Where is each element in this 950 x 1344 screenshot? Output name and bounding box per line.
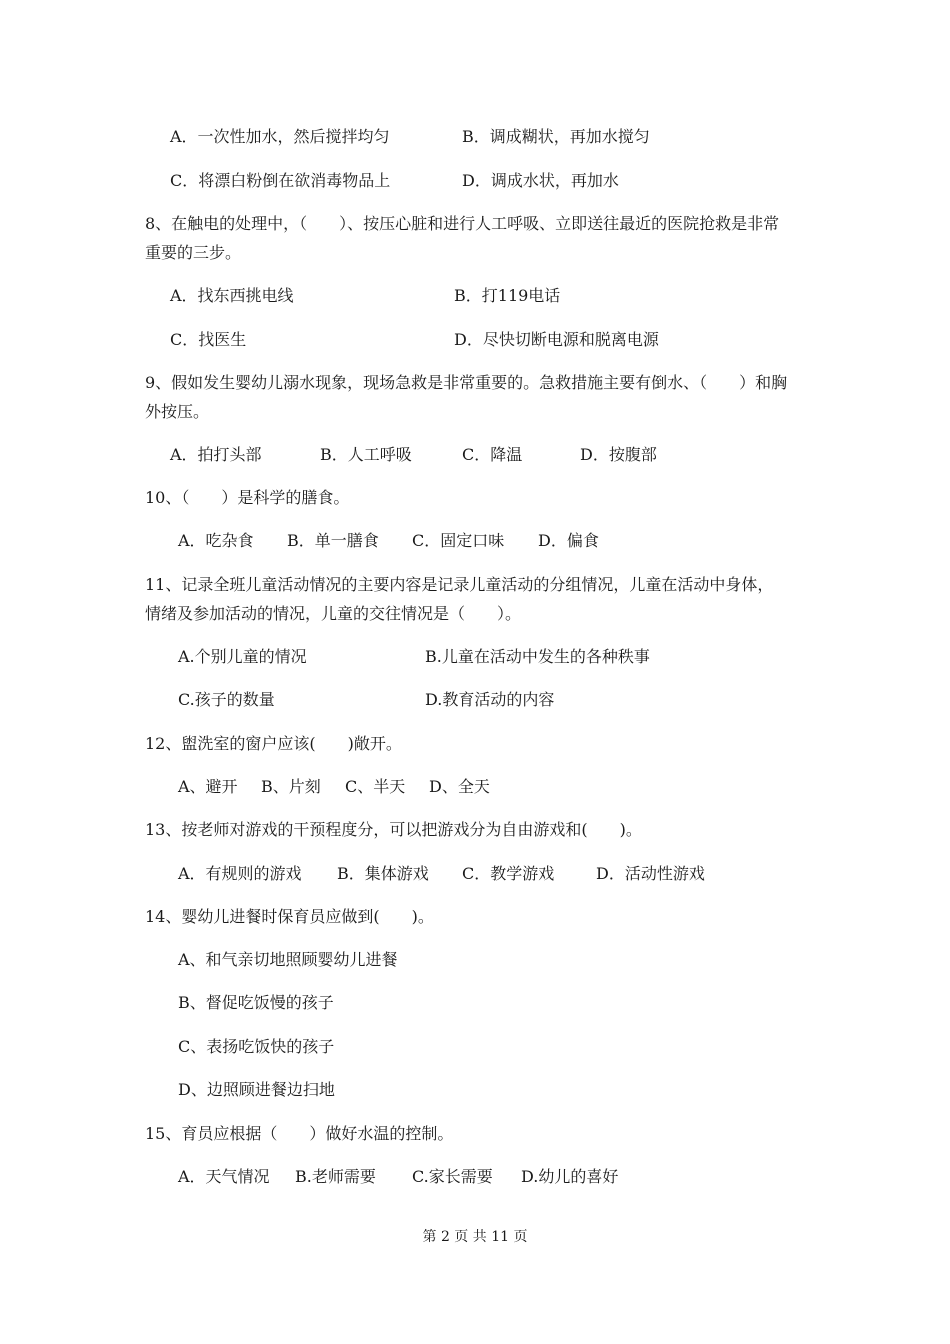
q12-text: 12、盥洗室的窗户应该( )敞开。	[145, 734, 402, 753]
q15-option-d: D.幼儿的喜好	[521, 1167, 619, 1186]
q7-option-b: B．调成糊状，再加水搅匀	[462, 127, 650, 146]
q10-option-b: B．单一膳食	[287, 531, 379, 550]
q8-option-b: B．打119电话	[454, 286, 561, 305]
q15-option-c: C.家长需要	[412, 1167, 493, 1186]
q10-option-a: A．吃杂食	[178, 531, 254, 550]
q11-text-line2: 情绪及参加活动的情况，儿童的交往情况是（ ）。	[145, 604, 522, 623]
q15-option-b: B.老师需要	[295, 1167, 376, 1186]
q11-option-b: B.儿童在活动中发生的各种秩事	[425, 647, 650, 666]
q13-text: 13、按老师对游戏的干预程度分，可以把游戏分为自由游戏和( )。	[145, 820, 642, 839]
q9-option-b: B．人工呼吸	[320, 445, 412, 464]
q7-option-a: A．一次性加水，然后搅拌均匀	[170, 127, 390, 146]
q12-option-a: A、避开	[178, 777, 238, 796]
q11-option-d: D.教育活动的内容	[425, 690, 555, 709]
q8-option-c: C．找医生	[170, 330, 247, 349]
q9-option-a: A．拍打头部	[170, 445, 262, 464]
q10-option-c: C．固定口味	[412, 531, 505, 550]
q11-option-a: A.个别儿童的情况	[178, 647, 307, 666]
q12-option-b: B、片刻	[261, 777, 321, 796]
q12-option-c: C、半天	[345, 777, 406, 796]
q11-text-line1: 11、记录全班儿童活动情况的主要内容是记录儿童活动的分组情况，儿童在活动中身体，	[145, 575, 774, 594]
q8-text-line2: 重要的三步。	[145, 243, 242, 262]
q13-option-c: C．教学游戏	[462, 864, 555, 883]
q15-option-a: A．天气情况	[178, 1167, 270, 1186]
q14-option-b: B、督促吃饭慢的孩子	[178, 993, 334, 1012]
q10-option-d: D．偏食	[538, 531, 599, 550]
q7-option-c: C．将漂白粉倒在欲消毒物品上	[170, 171, 391, 190]
q8-text-line1: 8、在触电的处理中，（ ）、按压心脏和进行人工呼吸、立即送往最近的医院抢救是非常	[145, 214, 780, 233]
q14-option-a: A、和气亲切地照顾婴幼儿进餐	[178, 950, 398, 969]
q9-text-line2: 外按压。	[145, 402, 210, 421]
q13-option-d: D．活动性游戏	[596, 864, 705, 883]
q9-text-line1: 9、假如发生婴幼儿溺水现象，现场急救是非常重要的。急救措施主要有倒水、（ ）和胸	[145, 373, 788, 392]
q14-option-d: D、边照顾进餐边扫地	[178, 1080, 335, 1099]
q8-option-a: A．找东西挑电线	[170, 286, 294, 305]
q13-option-b: B．集体游戏	[337, 864, 429, 883]
q14-text: 14、婴幼儿进餐时保育员应做到( )。	[145, 907, 434, 926]
q9-option-c: C．降温	[462, 445, 523, 464]
q13-option-a: A．有规则的游戏	[178, 864, 302, 883]
q10-text: 10、（ ）是科学的膳食。	[145, 488, 350, 507]
q15-text: 15、育员应根据（ ）做好水温的控制。	[145, 1124, 454, 1143]
q14-option-c: C、表扬吃饭快的孩子	[178, 1037, 335, 1056]
q8-option-d: D．尽快切断电源和脱离电源	[454, 330, 659, 349]
q9-option-d: D．按腹部	[580, 445, 657, 464]
q7-option-d: D．调成水状，再加水	[462, 171, 619, 190]
q12-option-d: D、全天	[429, 777, 490, 796]
q11-option-c: C.孩子的数量	[178, 690, 275, 709]
page-number-footer: 第 2 页 共 11 页	[422, 1229, 528, 1245]
